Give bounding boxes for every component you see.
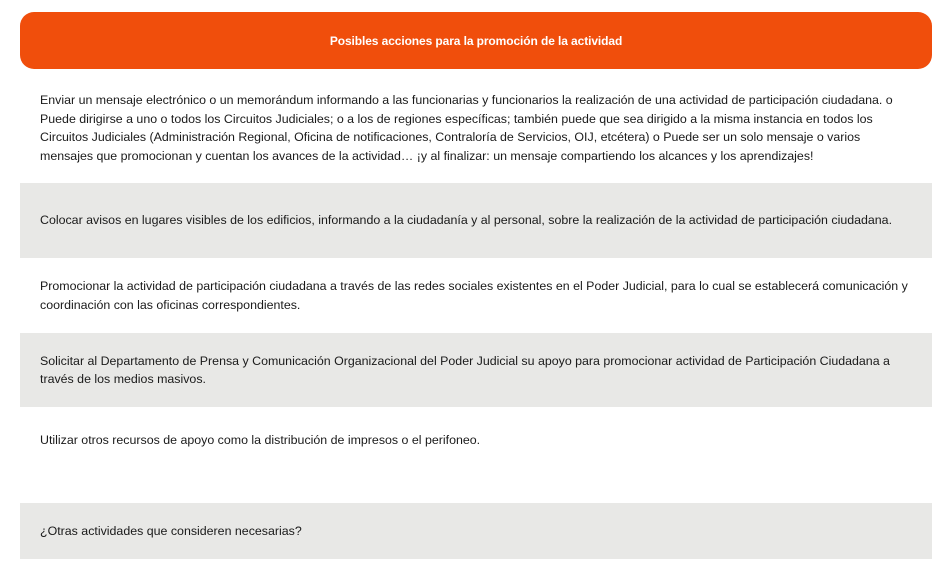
table-header-label: Posibles acciones para la promoción de la actividad <box>329 33 623 48</box>
row-text: Promocionar la actividad de participación ciudadana a través de las redes sociales existentes en el Poder Judicial, para lo cual se establecerá comunicación y coordinación con las oficinas correspondientes. <box>40 279 908 312</box>
table-row <box>20 333 932 407</box>
table-header <box>20 12 932 69</box>
table-row <box>20 183 932 258</box>
table-row <box>20 503 932 559</box>
table-row <box>20 407 932 503</box>
row-text: Solicitar al Departamento de Prensa y Comunicación Organizacional del Poder Judicial su apoyo para promocionar actividad de Participación Ciudadana a través de los medios masivos. <box>40 353 890 386</box>
row-text: Colocar avisos en lugares visibles de los edificios, informando a la ciudadanía y al personal, sobre la realización de la actividad de participación ciudadana. <box>40 213 893 228</box>
row-text: Utilizar otros recursos de apoyo como la distribución de impresos o el perifoneo. <box>40 433 481 447</box>
row-text: ¿Otras actividades que consideren necesarias? <box>40 523 302 538</box>
actions-table <box>20 12 932 559</box>
table-row <box>20 69 932 183</box>
table-row <box>20 258 932 333</box>
row-text: Enviar un mensaje electrónico o un memorándum informando a las funcionarias y funcionarios la realización de una actividad de participación ciudadana. o Puede dirigirse a uno o todos los Circuitos Judiciales; o a los de regiones específicas; también puede que sea dirigido a la misma instancia en todos los Circuitos Judiciales (Administración Regional, Oficina de notificaciones, Contraloría de Servicios, OIJ, etcétera) o Puede ser un solo mensaje o varios mensajes que promocionan y cuentan los avances de la actividad… ¡y al finalizar: un mensaje compartiendo los alcances y los aprendizajes! <box>40 93 893 163</box>
